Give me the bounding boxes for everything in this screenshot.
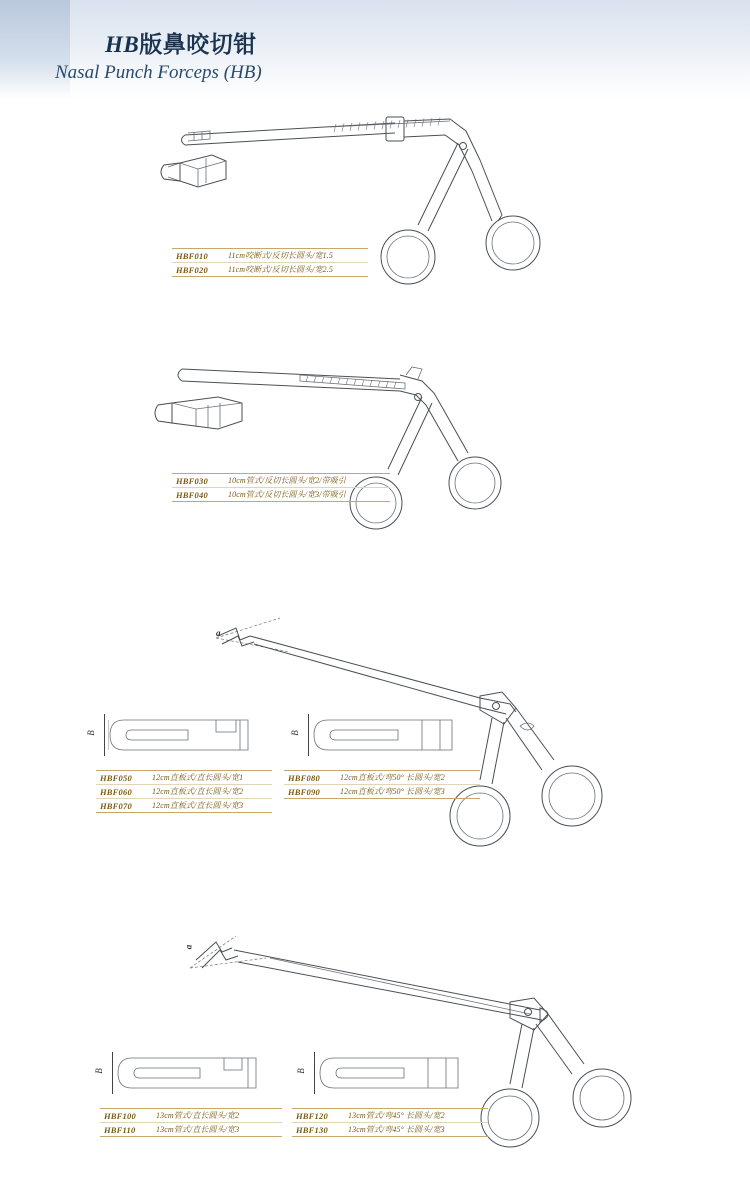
figure-1-code-table	[172, 248, 368, 277]
page-title-chinese	[105, 26, 257, 59]
figure-4-code-table-left	[100, 1108, 282, 1137]
product-code: HBF090	[288, 786, 320, 797]
table-row	[284, 784, 480, 798]
title-prefix: HB	[105, 32, 140, 57]
product-code: HBF060	[100, 786, 132, 797]
figure-4-angle-label: a	[183, 944, 194, 950]
figure-2-illustration	[150, 345, 580, 555]
product-desc: 12cm直板式/直长圆头/宽1	[152, 773, 244, 782]
product-desc: 10cm管式/反切长圆头/宽3/带吸引	[228, 490, 346, 499]
product-desc: 11cm咬断式/反切长圆头/宽2.5	[228, 265, 333, 274]
product-desc: 13cm管式/弯45° 长圆头/宽2	[348, 1111, 445, 1120]
figure-3-dim-arrow-right	[308, 714, 309, 756]
product-desc: 13cm管式/弯45° 长圆头/宽3	[348, 1125, 445, 1134]
product-desc: 13cm管式/直长圆头/宽2	[156, 1111, 240, 1120]
product-desc: 10cm管式/反切长圆头/宽2/带吸引	[228, 476, 346, 485]
table-row	[284, 771, 480, 784]
product-code: HBF070	[100, 800, 132, 811]
product-code: HBF110	[104, 1124, 136, 1135]
product-code: HBF050	[100, 772, 132, 783]
product-desc: 12cm直板式/直长圆头/宽3	[152, 801, 244, 810]
product-code: HBF040	[176, 489, 208, 500]
product-desc: 12cm直板式/直长圆头/宽2	[152, 787, 244, 796]
table-row	[172, 262, 368, 276]
product-desc: 12cm直板式/弯50° 长圆头/宽3	[340, 787, 445, 796]
figure-3-dim-arrow-left	[104, 714, 105, 756]
figure-4-width-label-right: B	[295, 1068, 306, 1074]
product-desc: 11cm咬断式/反切长圆头/宽1.5	[228, 251, 333, 260]
header-accent-band	[0, 0, 70, 100]
figure-3-width-label-right: B	[289, 730, 300, 736]
figure-3-width-label-left: B	[85, 730, 96, 736]
figure-4-dim-arrow-left	[112, 1052, 113, 1094]
table-row	[96, 798, 272, 812]
figure-4-width-label-left: B	[93, 1068, 104, 1074]
figure-2-code-table	[172, 473, 390, 502]
figure-3-code-table-right	[284, 770, 480, 799]
table-row	[292, 1122, 488, 1136]
product-code: HBF030	[176, 475, 208, 486]
product-code: HBF020	[176, 264, 208, 275]
table-row	[100, 1109, 282, 1122]
figure-3-code-table-left	[96, 770, 272, 813]
page-title-english: Nasal Punch Forceps (HB)	[55, 62, 262, 83]
product-code: HBF130	[296, 1124, 328, 1135]
figure-3-tip-outline-left	[108, 712, 260, 758]
table-row	[172, 487, 390, 501]
figure-3-tip-outline-right	[312, 712, 464, 758]
product-code: HBF100	[104, 1110, 136, 1121]
product-code: HBF010	[176, 250, 208, 261]
product-desc: 13cm管式/直长圆头/宽3	[156, 1125, 240, 1134]
figure-4-tip-outline-right	[318, 1050, 470, 1096]
product-code: HBF120	[296, 1110, 328, 1121]
figure-3-angle-label: a	[216, 628, 221, 638]
figure-4-dim-arrow-right	[314, 1052, 315, 1094]
figure-4-code-table-right	[292, 1108, 488, 1137]
title-chinese-text: 版鼻咬切钳	[139, 31, 257, 57]
table-row	[172, 474, 390, 487]
table-row	[292, 1109, 488, 1122]
figure-4-tip-outline-left	[116, 1050, 268, 1096]
table-row	[96, 771, 272, 784]
table-row	[100, 1122, 282, 1136]
product-code: HBF080	[288, 772, 320, 783]
table-row	[172, 249, 368, 262]
page-header	[0, 0, 750, 100]
product-desc: 12cm直板式/弯50° 长圆头/宽2	[340, 773, 445, 782]
table-row	[96, 784, 272, 798]
